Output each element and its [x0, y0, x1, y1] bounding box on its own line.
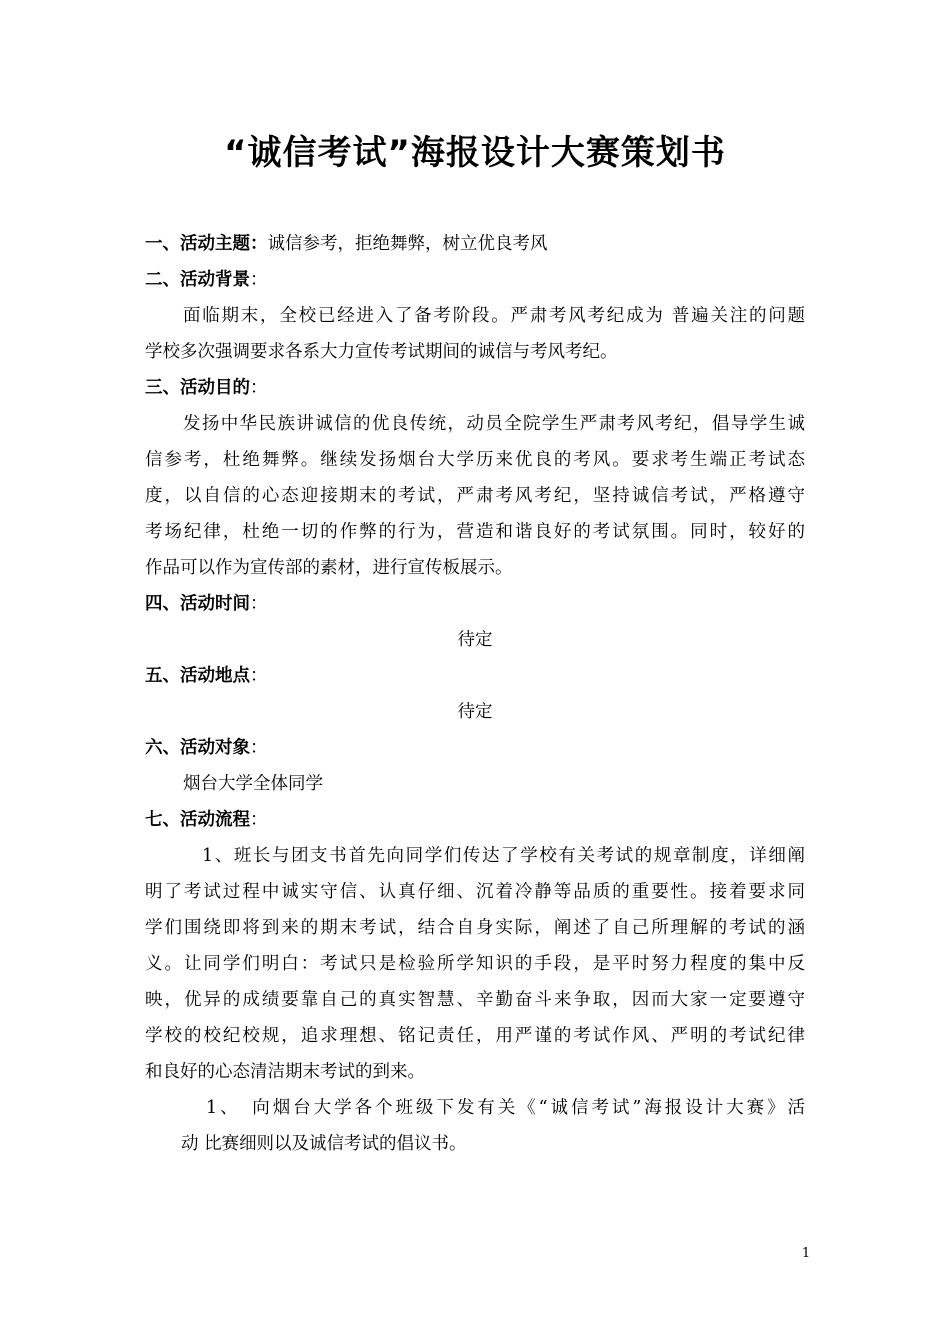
- paragraph-line: 信参考，杜绝舞弊。继续发扬烟台大学历来优良的考风。要求考生端正考试态: [145, 450, 805, 470]
- section-background-heading: [145, 262, 805, 298]
- document-title: “诚信考试”海报设计大赛策划书: [224, 133, 726, 173]
- heading-colon: ：: [250, 234, 268, 254]
- paragraph-line: 映，优异的成绩要靠自己的真实智慧、辛勤奋斗来争取，因而大家一定要遵守: [145, 990, 805, 1010]
- heading-colon: ：: [250, 594, 268, 614]
- paragraph-line: 面临期末，全校已经进入了备考阶段。严肃考风考纪成为 普遍关注的问题: [183, 306, 805, 326]
- paragraph-line: 学们围绕即将到来的期末考试，结合自身实际，阐述了自己所理解的考试的涵: [145, 918, 805, 938]
- section-purpose-heading: [145, 370, 805, 406]
- section-location-heading: [145, 658, 805, 694]
- paragraph-line: 学校多次强调要求各系大力宣传考试期间的诚信与考风考纪。: [145, 342, 618, 362]
- paragraph-line: 度，以自信的心态迎接期末的考试，严肃考风考纪，坚持诚信考试，严格遵守: [145, 486, 805, 506]
- paragraph-line: 明了考试过程中诚实守信、认真仔细、沉着冷静等品质的重要性。接着要求同: [145, 882, 805, 902]
- section-theme: [145, 226, 805, 262]
- section-heading: 二、活动背景: [145, 270, 250, 290]
- document-body: [145, 226, 805, 1162]
- section-heading: 三、活动目的: [145, 378, 250, 398]
- paragraph-line: 动 比赛细则以及诚信考试的倡议书。: [181, 1134, 467, 1154]
- paragraph-line: 和良好的心态清洁期末考试的到来。: [145, 1062, 425, 1082]
- paragraph-line: 1、班长与团支书首先向同学们传达了学校有关考试的规章制度，详细阐: [202, 846, 805, 866]
- heading-colon: ：: [250, 738, 268, 758]
- section-heading: 七、活动流程: [145, 810, 250, 830]
- paragraph-line: 义。让同学们明白：考试只是检验所学知识的手段，是平时努力程度的集中反: [145, 954, 805, 974]
- section-process-heading: [145, 802, 805, 838]
- heading-colon: ：: [250, 666, 268, 686]
- paragraph-line: 学校的校纪校规，追求理想、铭记责任，用严谨的考试作风、严明的考试纪律: [145, 1026, 805, 1046]
- section-location-value: 待定: [457, 702, 493, 722]
- heading-colon: ：: [250, 378, 268, 398]
- heading-colon: ：: [250, 810, 268, 830]
- section-heading: 一、活动主题: [145, 234, 250, 254]
- section-time-value: 待定: [457, 630, 493, 650]
- section-text: 诚信参考，拒绝舞弊，树立优良考风: [267, 234, 548, 254]
- page-number: 1: [801, 1246, 811, 1261]
- section-time-heading: [145, 586, 805, 622]
- section-heading: 六、活动对象: [145, 738, 250, 758]
- paragraph-line: 1、 向烟台大学各个班级下发有关《“诚信考试”海报设计大赛》活: [206, 1098, 805, 1118]
- section-heading: 五、活动地点: [145, 666, 250, 686]
- paragraph-line: 发扬中华民族讲诚信的优良传统，动员全院学生严肃考风考纪，倡导学生诚: [183, 414, 805, 434]
- section-audience-value: 烟台大学全体同学: [183, 774, 323, 794]
- section-heading: 四、活动时间: [145, 594, 250, 614]
- paragraph-line: 考场纪律，杜绝一切的作弊的行为，营造和谐良好的考试氛围。同时，较好的: [145, 522, 805, 542]
- heading-colon: ：: [250, 270, 268, 290]
- paragraph-line: 作品可以作为宣传部的素材，进行宣传板展示。: [145, 558, 513, 578]
- section-audience-heading: [145, 730, 805, 766]
